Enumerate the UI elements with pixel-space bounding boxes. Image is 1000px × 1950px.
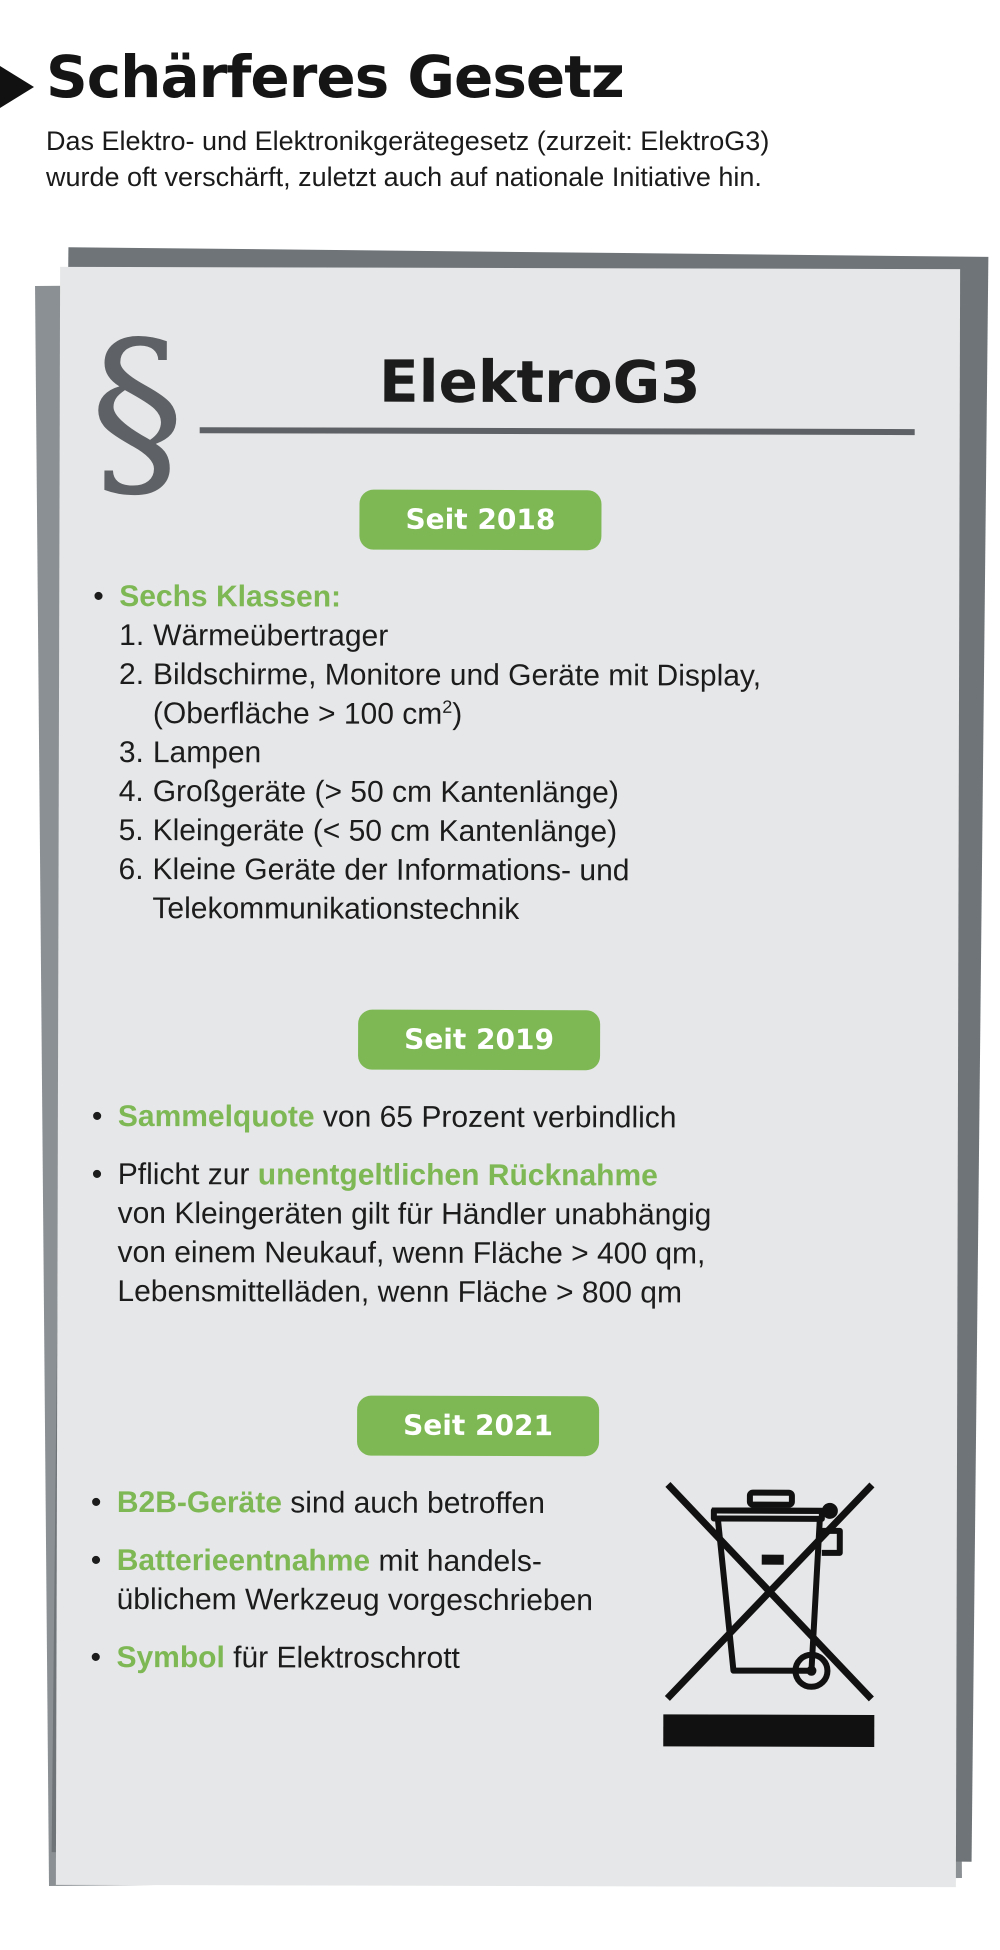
highlight-text: unentgeltlichen Rücknahme (257, 1158, 658, 1193)
paragraph-icon: § (89, 300, 186, 523)
badge-2021: Seit 2021 (357, 1396, 599, 1457)
list-item (93, 577, 933, 618)
item-text: Bildschirme, Monitore und Geräte mit Display, (153, 658, 762, 693)
bullet-text: Lebensmittelläden, wenn Fläche > 800 qm (117, 1274, 683, 1310)
highlight-text: Symbol (116, 1640, 225, 1675)
item-text: Lampen (152, 736, 262, 770)
page-title: Schärferes Gesetz (46, 43, 624, 111)
highlight-text: B2B-Geräte (116, 1485, 282, 1520)
arrow-right-icon (0, 66, 34, 108)
list-item (93, 811, 933, 852)
highlight-text: Sechs Klassen: (119, 579, 342, 614)
badge-2019: Seit 2019 (358, 1010, 600, 1071)
item-text: Telekommunikationstechnik (152, 892, 520, 927)
crossed-out-wheelie-bin-icon (661, 1478, 877, 1749)
bullet-text: mit handels- (370, 1544, 542, 1579)
bullet-text: von Kleingeräten gilt für Händler unabhängig (117, 1196, 712, 1232)
highlight-text: Batterieentnahme (116, 1543, 371, 1578)
bullet-text: üblichem Werkzeug vorgeschrieben (116, 1582, 594, 1618)
item-text: Kleingeräte (< 50 cm Kantenlänge) (152, 814, 618, 849)
law-card (56, 267, 960, 1887)
subtitle-line: Das Elektro- und Elektronikgerätegesetz (zurzeit: ElektroG3) (46, 126, 770, 156)
list-item (90, 1638, 650, 1678)
item-number: 1. (119, 618, 145, 653)
item-text: Großgeräte (> 50 cm Kantenlänge) (152, 775, 619, 810)
section-2018-content (92, 577, 933, 930)
item-text: ) (452, 697, 463, 731)
bullet-text: von einem Neukauf, wenn Fläche > 400 qm, (117, 1235, 706, 1271)
list-item (92, 1097, 932, 1138)
bullet-text: sind auch betroffen (281, 1486, 545, 1521)
bullet-text: für Elektroschrott (224, 1641, 460, 1675)
item-text: Wärmeübertrager (153, 619, 389, 653)
list-item (93, 655, 933, 735)
item-number: 6. (118, 852, 144, 887)
item-number: 3. (118, 735, 144, 770)
badge-2018: Seit 2018 (359, 490, 601, 551)
list-item (93, 616, 933, 657)
item-number: 4. (118, 774, 144, 809)
item-text: Kleine Geräte der Informations- und (152, 853, 630, 888)
title-rule (200, 427, 915, 435)
subtitle-line: wurde oft verschärft, zuletzt auch auf nationale Initiative hin. (46, 162, 762, 193)
card-title: ElektroG3 (378, 347, 701, 417)
section-2019-content (91, 1097, 932, 1313)
section-2021-content (90, 1483, 651, 1678)
item-number: 2. (119, 657, 145, 692)
list-item (93, 772, 933, 813)
superscript: 2 (442, 696, 453, 717)
list-item (92, 850, 932, 930)
bullet-text: von 65 Prozent verbindlich (314, 1100, 677, 1135)
highlight-text: Sammelquote (117, 1099, 315, 1134)
list-item (91, 1541, 651, 1620)
bullet-text: Pflicht zur (117, 1157, 258, 1192)
class-list (92, 616, 933, 930)
item-number: 5. (118, 813, 144, 848)
list-item (91, 1483, 651, 1523)
list-item (93, 733, 933, 774)
page-subtitle (46, 123, 966, 196)
item-text: (Oberfläche > 100 cm (152, 697, 443, 731)
list-item (91, 1155, 931, 1313)
